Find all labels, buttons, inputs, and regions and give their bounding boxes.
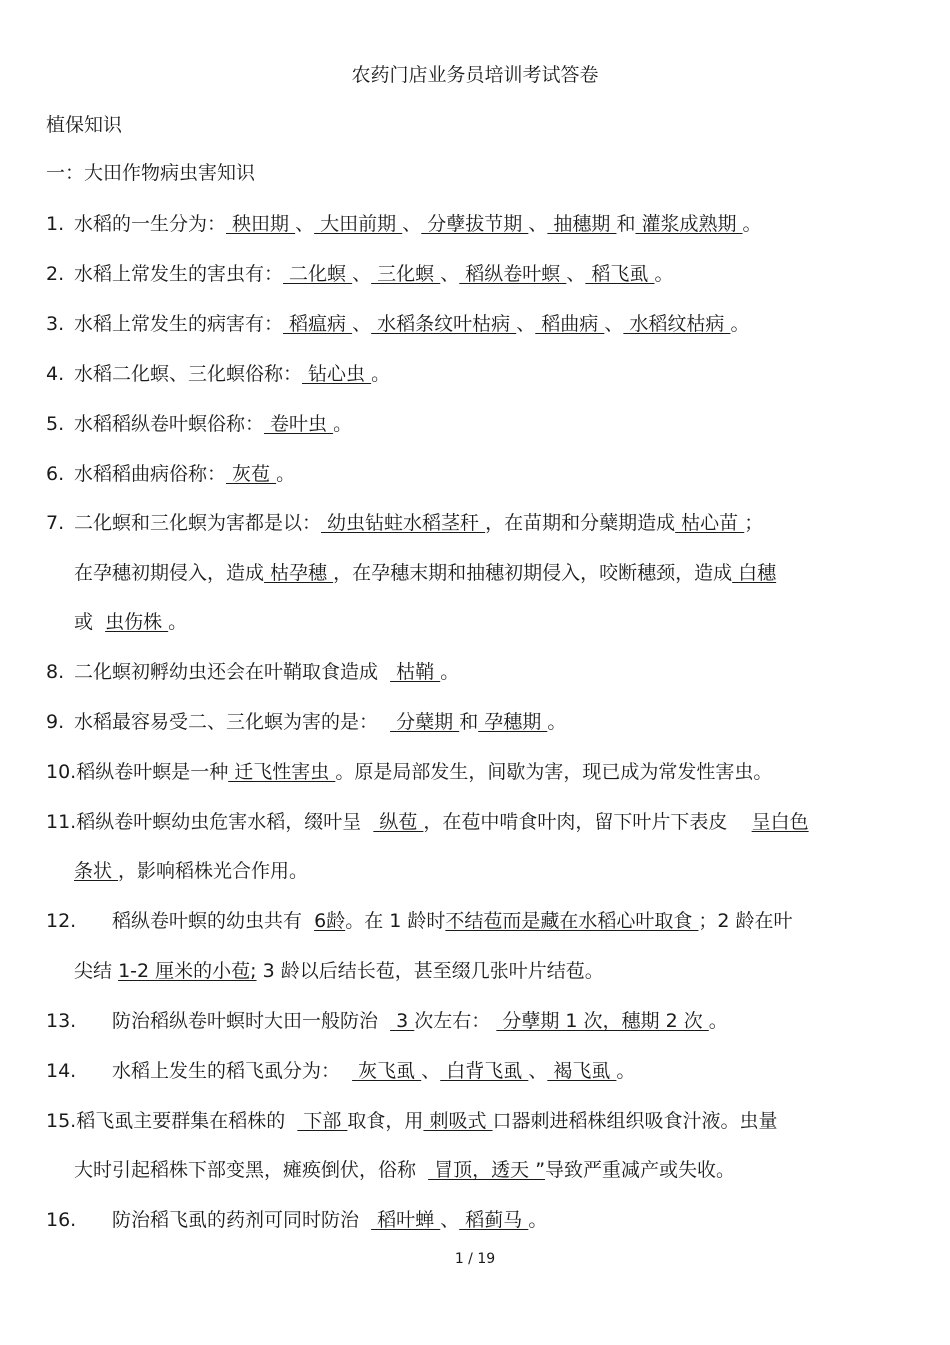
answer-blank: 钻心虫 [302,363,372,385]
question-7-line-2: 在孕穗初期侵入，造成 枯孕穗 ，在孕穗末期和抽穗初期侵入，咬断穗颈，造成 白穗 [74,562,777,584]
answer-blank: 刺吸式 [423,1110,493,1132]
answer-blank: 稻曲病 [535,313,605,335]
question-number: 3. [46,313,65,335]
page-number: 1 / 19 [454,1251,496,1267]
question-2: 2. 水稻上常发生的害虫有： 二化螟 、 三化螟 、 稻纵卷叶螟 、 稻飞虱 。 [46,263,674,285]
answer-blank: 水稻条纹叶枯病 [371,313,517,335]
answer-blank: 稻叶蝉 [371,1209,441,1231]
answer-blank: 秧田期 [226,213,296,235]
question-number: 10. [46,761,77,783]
answer-blank: 3 [390,1010,415,1032]
question-number: 6. [46,463,65,485]
question-16: 16. 防治稻飞虱的药剂可同时防治 稻叶蝉 、 稻蓟马 。 [46,1209,548,1231]
answer-blank: 水稻纹枯病 [623,313,731,335]
question-1: 1. 水稻的一生分为： 秧田期 、 大田前期 、 分孽拔节期 、 抽穗期 和 灌浆成熟期 。 [46,213,762,235]
question-number: 15. [46,1110,77,1132]
answer-blank: 6龄 [314,910,346,932]
answer-blank: 稻飞虱 [585,263,655,285]
question-4: 4. 水稻二化螟、三化螟俗称： 钻心虫 。 [46,363,391,385]
question-number: 5. [46,413,65,435]
question-15-line-2: 大时引起稻株下部变黑，瘫痪倒伏，俗称 冒顶，透天 ”导致严重减产或失收。 [74,1159,736,1181]
answer-blank: 虫伤株 [105,611,169,633]
answer-blank: 灰苞 [226,463,277,485]
question-15: 15.稻飞虱主要群集在稻株的 下部 取食，用 刺吸式 口器刺进稻株组织吸食汁液。虫量 [46,1110,778,1132]
answer-blank: 分蘖期 [390,711,460,733]
page-title: 农药门店业务员培训考试答卷 [351,64,599,86]
answer-blank: 孕穗期 [478,711,548,733]
question-13: 13. 防治稻纵卷叶螟时大田一般防治 3 次左右： 分孽期 1 次，穗期 2 次 。 [46,1010,728,1032]
question-number: 11. [46,811,77,833]
question-number: 13. [46,1010,77,1032]
answer-blank: 幼虫钻蛀水稻茎秆 [321,512,486,534]
answer-blank: 稻蓟马 [459,1209,529,1231]
question-12: 12. 稻纵卷叶螟的幼虫共有 6龄。在 1 龄时不结苞而是藏在水稻心叶取食 ；2 龄在叶 [46,910,793,932]
subsection-heading: 一：大田作物病虫害知识 [46,162,256,184]
answer-blank: 条状 [74,860,119,882]
question-number: 16. [46,1209,77,1231]
question-number: 12. [46,910,77,932]
answer-blank: 迁飞性害虫 [228,761,336,783]
answer-blank: 下部 [297,1110,348,1132]
question-number: 2. [46,263,65,285]
answer-blank: 1-2 厘米的小苞; [118,960,257,982]
answer-blank: 分孽拔节期 [421,213,529,235]
answer-blank: 二化螟 [283,263,353,285]
section-heading: 植保知识 [46,114,123,136]
answer-blank: 枯孕穗 [264,562,334,584]
question-number: 7. [46,512,65,534]
answer-blank: 灰飞虱 [352,1060,422,1082]
answer-blank: 卷叶虫 [264,413,334,435]
answer-blank: 白穗 [732,562,777,584]
question-7-line-3: 或 虫伤株 。 [74,611,188,633]
question-number: 9. [46,711,65,733]
answer-blank: 不结苞而是藏在水稻心叶取食 [445,910,699,932]
answer-blank: 分孽期 1 次，穗期 2 次 [496,1010,709,1032]
question-9: 9. 水稻最容易受二、三化螟为害的是： 分蘖期 和 孕穗期 。 [46,711,567,733]
answer-blank: 褐飞虱 [547,1060,617,1082]
answer-blank: 抽穗期 [547,213,617,235]
answer-blank: 稻瘟病 [283,313,353,335]
answer-blank: 冒顶，透天 ” [428,1159,546,1181]
answer-blank: 稻纵卷叶螟 [459,263,567,285]
answer-blank: 呈白色 [751,811,809,833]
question-5: 5. 水稻稻纵卷叶螟俗称： 卷叶虫 。 [46,413,353,435]
answer-blank: 纵苞 [373,811,424,833]
question-number: 1. [46,213,65,235]
answer-blank: 枯心苗 [675,512,745,534]
question-7: 7. 二化螟和三化螟为害都是以： 幼虫钻蛀水稻茎秆 ，在苗期和分蘖期造成 枯心苗 ； [46,512,764,534]
answer-blank: 三化螟 [371,263,441,285]
answer-blank: 大田前期 [314,213,403,235]
answer-blank: 枯鞘 [390,661,441,683]
question-number: 4. [46,363,65,385]
question-3: 3. 水稻上常发生的病害有： 稻瘟病 、 水稻条纹叶枯病 、 稻曲病 、 水稻纹枯病 。 [46,313,750,335]
question-11-line-2: 条状 ，影响稻株光合作用。 [74,860,309,882]
question-14: 14. 水稻上发生的稻飞虱分为： 灰飞虱 、 白背飞虱 、 褐飞虱 。 [46,1060,636,1082]
question-11: 11.稻纵卷叶螟幼虫危害水稻，缀叶呈 纵苞 ，在苞中啃食叶肉，留下叶片下表皮 呈白色 [46,811,809,833]
question-number: 8. [46,661,65,683]
answer-blank: 白背飞虱 [440,1060,529,1082]
question-8: 8. 二化螟初孵幼虫还会在叶鞘取食造成 枯鞘 。 [46,661,460,683]
question-6: 6. 水稻稻曲病俗称： 灰苞 。 [46,463,296,485]
question-12-line-2: 尖结 1-2 厘米的小苞; 3 龄以后结长苞，甚至缀几张叶片结苞。 [74,960,604,982]
answer-blank: 灌浆成熟期 [635,213,743,235]
question-number: 14. [46,1060,77,1082]
question-10: 10.稻纵卷叶螟是一种 迁飞性害虫 。原是局部发生，间歇为害，现已成为常发性害虫。 [46,761,773,783]
